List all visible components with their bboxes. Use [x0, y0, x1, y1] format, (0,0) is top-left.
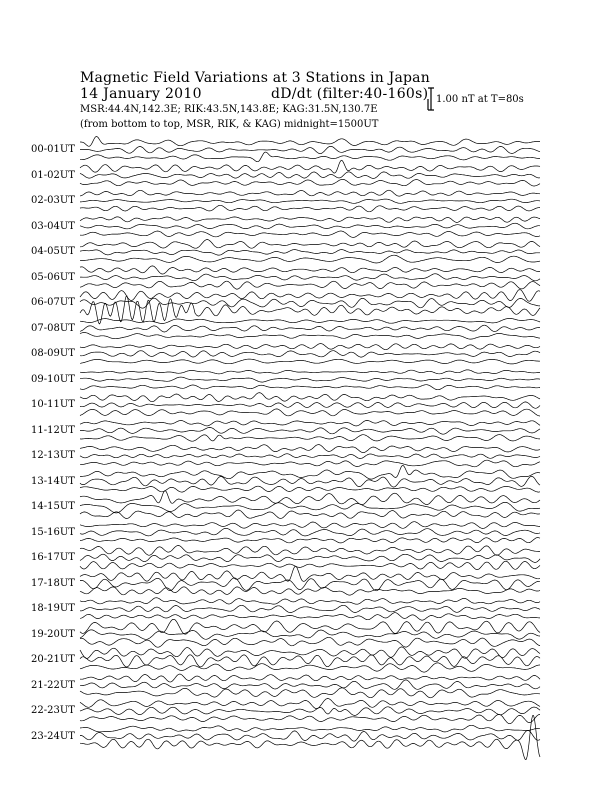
trace-rik: [80, 680, 540, 689]
trace-rik: [80, 199, 540, 203]
hour-label: 18-19UT: [31, 603, 75, 614]
trace-msr: [80, 510, 540, 519]
date-label: 14 January 2010: [80, 86, 202, 102]
trace-kag: [80, 465, 540, 479]
hour-label: 05-06UT: [31, 271, 75, 283]
trace-msr: [80, 205, 540, 212]
trace-rik: [80, 427, 540, 434]
hour-label: 19-20UT: [31, 628, 75, 640]
trace-rik: [80, 146, 540, 153]
trace-rik: [80, 707, 540, 716]
trace-rik: [80, 528, 540, 536]
hour-label: 20-21UT: [31, 654, 75, 665]
trace-kag: [80, 190, 540, 196]
trace-kag: [80, 647, 540, 659]
scale-bar: [428, 88, 434, 110]
trace-rik: [80, 476, 540, 487]
trace-kag: [80, 217, 540, 223]
hour-label: 02-03UT: [31, 195, 75, 206]
trace-kag: [80, 725, 540, 732]
trace-rik: [80, 402, 540, 408]
hour-label: 17-18UT: [31, 577, 75, 589]
hour-label: 21-22UT: [31, 679, 75, 691]
hour-label: 12-13UT: [31, 450, 75, 461]
trace-rik: [80, 274, 540, 281]
station-coordinates: MSR:44.4N,142.3E; RIK:43.5N,143.8E; KAG:31.5N,130.7E: [80, 104, 378, 115]
trace-kag: [80, 546, 540, 556]
hour-label: 15-16UT: [31, 526, 75, 538]
trace-msr: [80, 714, 540, 723]
trace-kag: [80, 699, 540, 709]
hour-label: 09-10UT: [31, 373, 75, 385]
trace-kag: [80, 393, 540, 402]
trace-msr: [80, 688, 540, 698]
hour-label: 10-11UT: [31, 399, 75, 410]
trace-msr: [80, 281, 540, 289]
hour-label: 22-23UT: [31, 705, 75, 716]
trace-kag: [80, 318, 540, 323]
trace-rik: [80, 630, 540, 640]
trace-msr: [80, 460, 540, 467]
trace-kag: [80, 598, 540, 605]
hour-label: 16-17UT: [31, 552, 75, 563]
trace-rik: [80, 454, 540, 459]
trace-msr: [80, 296, 540, 324]
trace-msr: [80, 152, 540, 162]
trace-kag: [80, 344, 540, 350]
trace-kag: [80, 420, 540, 426]
trace-msr: [80, 587, 540, 595]
trace-rik: [80, 605, 540, 612]
hour-label: 07-08UT: [31, 322, 75, 334]
trace-kag: [80, 370, 540, 374]
trace-rik: [80, 351, 540, 357]
trace-msr: [80, 333, 540, 340]
chart-title: Magnetic Field Variations at 3 Stations in Japan: [80, 70, 430, 86]
trace-msr: [80, 435, 540, 442]
trace-msr: [80, 538, 540, 543]
quantity-label: dD/dt (filter:40-160s): [271, 86, 429, 102]
hour-label: 11-12UT: [31, 424, 75, 436]
trace-rik: [80, 502, 540, 513]
trace-rik: [80, 250, 540, 256]
station-order-note: (from bottom to top, MSR, RIK, & KAG) midnight=1500UT: [80, 119, 379, 130]
trace-kag: [80, 445, 540, 453]
hour-label: 08-09UT: [31, 348, 75, 359]
trace-msr: [80, 561, 540, 569]
trace-kag: [80, 290, 540, 302]
trace-msr: [80, 231, 540, 237]
hour-label: 01-02UT: [31, 169, 75, 181]
hour-label: 04-05UT: [31, 246, 75, 257]
hour-label: 13-14UT: [31, 475, 75, 487]
trace-kag: [80, 674, 540, 682]
hour-label: 03-04UT: [31, 220, 75, 232]
trace-msr: [80, 613, 540, 621]
trace-kag: [80, 240, 540, 249]
trace-msr: [80, 409, 540, 416]
trace-rik: [80, 223, 540, 229]
hour-label: 14-15UT: [31, 501, 75, 512]
trace-kag: [80, 522, 540, 529]
trace-rik: [80, 325, 540, 332]
trace-kag: [80, 491, 540, 505]
trace-msr: [80, 385, 540, 390]
hour-label: 06-07UT: [31, 297, 75, 308]
trace-rik: [80, 298, 540, 308]
trace-rik: [80, 172, 540, 179]
trace-rik: [80, 377, 540, 382]
hour-label: 00-01UT: [31, 144, 75, 155]
hour-label: 23-24UT: [31, 730, 75, 742]
trace-kag: [80, 266, 540, 274]
trace-msr: [80, 255, 540, 263]
scale-bar-label: 1.00 nT at T=80s: [436, 94, 524, 105]
trace-msr: [80, 359, 540, 364]
trace-msr: [80, 486, 540, 492]
trace-kag: [80, 137, 540, 147]
trace-kag: [80, 160, 540, 173]
trace-msr: [80, 179, 540, 186]
